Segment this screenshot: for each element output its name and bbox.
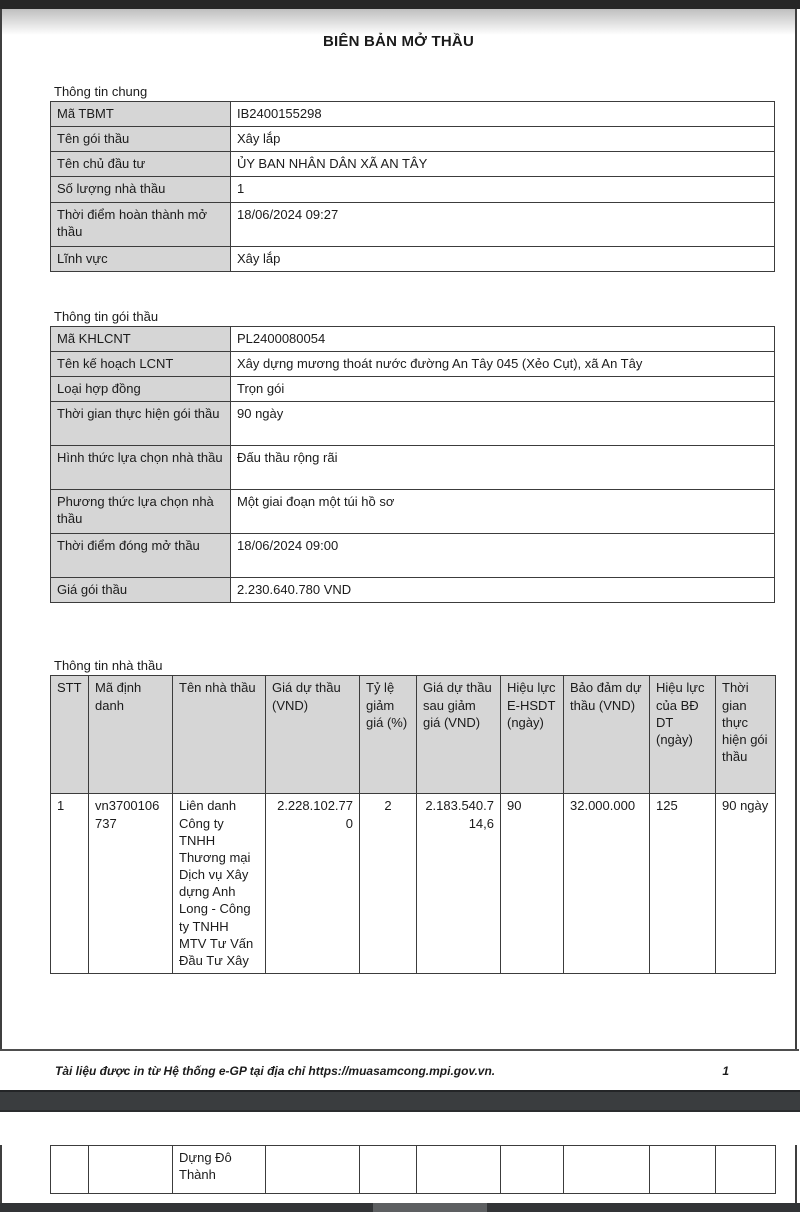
cell-gia-du-thau: 2.228.102.770 — [266, 794, 360, 974]
table-row — [51, 152, 775, 177]
bidders-table — [50, 675, 776, 974]
table-row — [51, 534, 775, 578]
row-label: Giá gói thầu — [51, 578, 231, 603]
cell-ten-nha-thau: Dựng Đô Thành — [173, 1146, 266, 1194]
row-value: Xây lắp — [231, 127, 775, 152]
column-header-ten-nha-thau: Tên nhà thầu — [173, 676, 266, 794]
row-label: Số lượng nhà thầu — [51, 177, 231, 202]
cell-ty-le-giam-gia: 2 — [360, 794, 417, 974]
row-value: Xây dựng mương thoát nước đường An Tây 045 (Xẻo Cụt), xã An Tây — [231, 351, 775, 376]
column-header-stt: STT — [51, 676, 89, 794]
table-row — [51, 127, 775, 152]
cell-bao-dam: 32.000.000 — [564, 794, 650, 974]
row-label: Thời điểm hoàn thành mở thầu — [51, 202, 231, 246]
cell-stt — [51, 1146, 89, 1194]
page-gap-separator — [0, 1090, 800, 1112]
row-value: 2.230.640.780 VND — [231, 578, 775, 603]
row-label: Hình thức lựa chọn nhà thầu — [51, 446, 231, 490]
row-value: Đấu thầu rộng rãi — [231, 446, 775, 490]
row-value: 18/06/2024 09:27 — [231, 202, 775, 246]
cell-ty-le-giam-gia — [360, 1146, 417, 1194]
horizontal-scrollbar — [0, 1203, 800, 1212]
row-value: Trọn gói — [231, 377, 775, 402]
section-title-bidders: Thông tin nhà thầu — [54, 658, 163, 674]
table-row — [51, 402, 775, 446]
bidder-row — [51, 794, 776, 974]
column-header-ty-le-giam-gia: Tỷ lệ giảm giá (%) — [360, 676, 417, 794]
footer-source-note: Tài liệu được in từ Hệ thống e-GP tại địa chỉ https://muasamcong.mpi.gov.vn. — [55, 1063, 496, 1078]
general-info-table — [50, 101, 775, 272]
column-header-gia-du-thau: Giá dự thầu (VND) — [266, 676, 360, 794]
cell-thoi-gian: 90 ngày — [716, 794, 776, 974]
viewer-top-edge — [0, 0, 800, 9]
row-label: Tên chủ đầu tư — [51, 152, 231, 177]
bidder-row-continued — [51, 1146, 776, 1194]
cell-bao-dam — [564, 1146, 650, 1194]
row-value: Xây lắp — [231, 246, 775, 271]
table-row — [51, 578, 775, 603]
row-value: 1 — [231, 177, 775, 202]
row-value: PL2400080054 — [231, 326, 775, 351]
row-value: ỦY BAN NHÂN DÂN XÃ AN TÂY — [231, 152, 775, 177]
table-row — [51, 326, 775, 351]
table-row — [51, 202, 775, 246]
page-number: 1 — [722, 1063, 729, 1078]
cell-thoi-gian — [716, 1146, 776, 1194]
row-value: 90 ngày — [231, 402, 775, 446]
bidders-header-row — [51, 676, 776, 794]
column-header-thoi-gian: Thời gian thực hiện gói thầu — [716, 676, 776, 794]
row-label: Loại hợp đồng — [51, 377, 231, 402]
table-row — [51, 102, 775, 127]
document-page-1 — [0, 9, 797, 1090]
table-row — [51, 177, 775, 202]
cell-ma-dinh-danh: vn3700106737 — [89, 794, 173, 974]
row-label: Phương thức lựa chọn nhà thầu — [51, 490, 231, 534]
row-label: Mã TBMT — [51, 102, 231, 127]
row-value: Một giai đoạn một túi hồ sơ — [231, 490, 775, 534]
section-title-package-info: Thông tin gói thầu — [54, 308, 159, 324]
row-label: Thời điểm đóng mở thầu — [51, 534, 231, 578]
column-header-bao-dam: Bảo đảm dự thầu (VND) — [564, 676, 650, 794]
table-row — [51, 377, 775, 402]
package-info-table — [50, 326, 775, 604]
table-row — [51, 446, 775, 490]
row-label: Tên kế hoạch LCNT — [51, 351, 231, 376]
table-row — [51, 246, 775, 271]
cell-gia-sau-giam-gia — [417, 1146, 501, 1194]
cell-ma-dinh-danh — [89, 1146, 173, 1194]
column-header-ma-dinh-danh: Mã định danh — [89, 676, 173, 794]
table-row — [51, 351, 775, 376]
section-title-general-info: Thông tin chung — [54, 84, 148, 99]
cell-hieu-luc-bddt — [650, 1146, 716, 1194]
row-value: 18/06/2024 09:00 — [231, 534, 775, 578]
cell-ten-nha-thau: Liên danh Công ty TNHH Thương mại Dịch vụ Xây dựng Anh Long - Công ty TNHH MTV Tư Vấn Đầu Tư Xây — [173, 794, 266, 974]
row-label: Mã KHLCNT — [51, 326, 231, 351]
table-row — [51, 490, 775, 534]
bidders-table-continued — [50, 1145, 776, 1194]
cell-gia-du-thau — [266, 1146, 360, 1194]
row-label: Lĩnh vực — [51, 246, 231, 271]
row-label: Tên gói thầu — [51, 127, 231, 152]
document-page-2 — [0, 1145, 797, 1212]
page-footer — [0, 1049, 799, 1090]
cell-hieu-luc-ehsdt: 90 — [501, 794, 564, 974]
row-label: Thời gian thực hiện gói thầu — [51, 402, 231, 446]
cell-stt: 1 — [51, 794, 89, 974]
column-header-hieu-luc-bddt: Hiệu lực của BĐ DT (ngày) — [650, 676, 716, 794]
cell-hieu-luc-ehsdt — [501, 1146, 564, 1194]
cell-gia-sau-giam-gia: 2.183.540.714,6 — [417, 794, 501, 974]
row-value: IB2400155298 — [231, 102, 775, 127]
page-title: BIÊN BẢN MỞ THẦU — [323, 33, 474, 50]
column-header-hieu-luc-ehsdt: Hiệu lực E-HSDT (ngày) — [501, 676, 564, 794]
cell-hieu-luc-bddt: 125 — [650, 794, 716, 974]
scrollbar-thumb[interactable] — [373, 1203, 487, 1212]
column-header-gia-sau-giam-gia: Giá dự thầu sau giảm giá (VND) — [417, 676, 501, 794]
